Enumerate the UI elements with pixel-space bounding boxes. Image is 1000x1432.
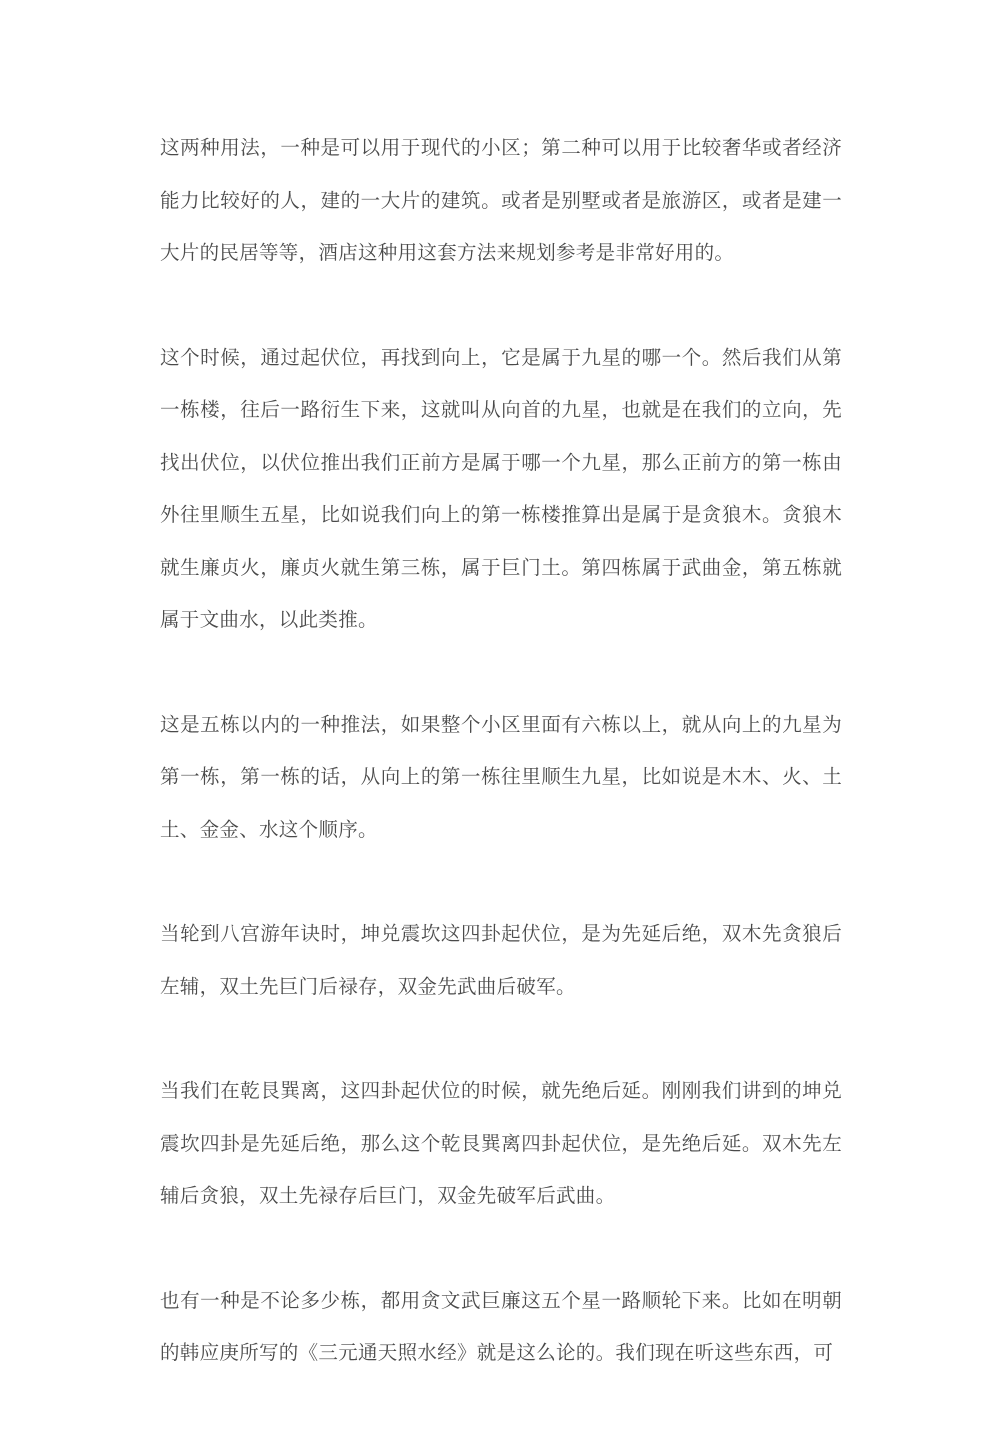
- paragraph-3: 这是五栋以内的一种推法，如果整个小区里面有六栋以上，就从向上的九星为第一栋，第一栋的话，从向上的第一栋往里顺生九星，比如说是木木、火、土土、金金、水这个顺序。: [160, 712, 842, 841]
- paragraph-1: 这两种用法，一种是可以用于现代的小区；第二种可以用于比较奢华或者经济能力比较好的人，建的一大片的建筑。或者是别墅或者是旅游区，或者是建一大片的民居等等，酒店这种用这套方法来规划参考是非常好用的。: [160, 136, 842, 264]
- document-page: [160, 122, 842, 1432]
- paragraph-2: 这个时候，通过起伏位，再找到向上，它是属于九星的哪一个。然后我们从第一栋楼，往后一路衍生下来，这就叫从向首的九星，也就是在我们的立向，先找出伏位，以伏位推出我们正前方是属于哪一个九星，那么正前方的第一栋由外往里顺生五星，比如说我们向上的第一栋楼推算出是属于是贪狼木。贪狼木就生廉贞火，廉贞火就生第三栋，属于巨门土。第四栋属于武曲金，第五栋就属于文曲水，以此类推。: [160, 345, 842, 631]
- paragraph-5: 当我们在乾艮巽离，这四卦起伏位的时候，就先绝后延。刚刚我们讲到的坤兑震坎四卦是先延后绝，那么这个乾艮巽离四卦起伏位，是先绝后延。双木先左辅后贪狼，双土先禄存后巨门，双金先破军后武曲。: [160, 1079, 842, 1207]
- paragraph-4: 当轮到八宫游年诀时，坤兑震坎这四卦起伏位，是为先延后绝，双木先贪狼后左辅，双土先巨门后禄存，双金先武曲后破军。: [160, 922, 842, 998]
- paragraph-6: 也有一种是不论多少栋，都用贪文武巨廉这五个星一路顺轮下来。比如在明朝的韩应庚所写的《三元通天照水经》就是这么论的。我们现在听这些东西，可: [160, 1288, 842, 1364]
